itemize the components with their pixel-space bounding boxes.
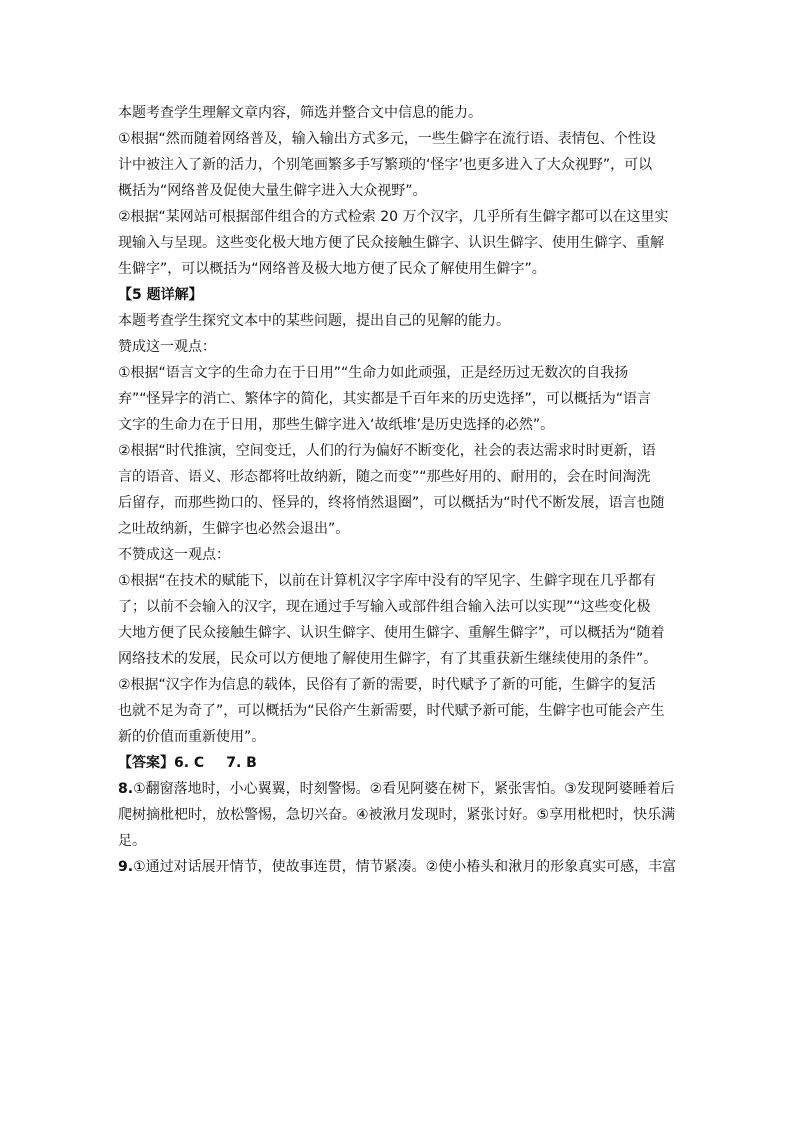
question-8-line-text: ①翻窗落地时，小心翼翼，时刻警惕。②看见阿婆在树下，紧张害怕。③发现阿婆睡着后 [133, 781, 675, 797]
text-line: 计中被注入了新的活力，个别笔画繁多手写繁琐的‘怪字’也更多进入了大众视野”，可以 [118, 157, 653, 173]
explanation-text [118, 100, 678, 750]
answer-line [118, 750, 678, 776]
document-page [118, 100, 678, 880]
question-8-line: 足。 [118, 833, 146, 849]
text-line: 本题考查学生探究文本中的某些问题，提出自己的见解的能力。 [118, 313, 510, 329]
text-line: 现输入与呈现。这些变化极大地方便了民众接触生僻字、认识生僻字、使用生僻字、重解 [118, 235, 664, 251]
text-line: 本题考查学生理解文章内容，筛选并整合文中信息的能力。 [118, 105, 482, 121]
text-line: ②根据“汉字作为信息的载体，民俗有了新的需要，时代赋予了新的可能，生僻字的复活 [118, 677, 656, 693]
text-line: 后留存，而那些拗口的、怪异的，终将悄然退圈”，可以概括为“时代不断发展，语言也随 [118, 495, 665, 511]
question-9 [118, 854, 678, 880]
text-line: 不赞成这一观点： [118, 547, 230, 563]
question-8-line [118, 776, 678, 802]
question-8 [118, 776, 678, 854]
text-line: ①根据“语言文字的生命力在于日用”“生命力如此顽强，正是经历过无数次的自我扬 [118, 365, 629, 381]
question-8-line: 爬树摘枇杷时，放松警惕，急切兴奋。④被湫月发现时，紧张讨好。⑤享用枇杷时，快乐满 [118, 807, 676, 823]
answer-item-7: 7. B [226, 755, 257, 771]
answer-prefix: 【答案】 [118, 755, 174, 771]
text-line: ②根据“某网站可根据部件组合的方式检索 20 万个汉字，几乎所有生僻字都可以在这里实 [118, 209, 669, 225]
text-line: 之吐故纳新，生僻字也必然会退出”。 [118, 521, 350, 537]
text-line: 网络技术的发展，民众可以方便地了解使用生僻字，有了其重获新生继续使用的条件”。 [118, 651, 658, 667]
text-line: 文字的生命力在于日用，那些生僻字进入‘故纸堆’是历史选择的必然”。 [118, 417, 555, 433]
text-line: 新的价值而重新使用”。 [118, 729, 266, 745]
question-9-line-text: ①通过对话展开情节，使故事连贯，情节紧凑。②使小椿头和湫月的形象真实可感，丰富 [133, 859, 677, 875]
question-9-number: 9. [118, 859, 134, 875]
text-line: 言的语音、语义、形态都将吐故纳新，随之而变”“那些好用的、耐用的，会在时间淘洗 [118, 469, 651, 485]
text-line: 赞成这一观点： [118, 339, 216, 355]
text-line: 生僻字”，可以概括为“网络普及极大地方便了民众了解使用生僻字”。 [118, 261, 546, 277]
text-line: ②根据“时代推演，空间变迁，人们的行为偏好不断变化，社会的表达需求时时更新，语 [118, 443, 656, 459]
text-line: 也就不足为奇了”，可以概括为“民俗产生新需要，时代赋予新可能，生僻字也可能会产生 [118, 703, 665, 719]
text-line: 概括为“网络普及促使大量生僻字进入大众视野”。 [118, 183, 427, 199]
text-line: 了；以前不会输入的汉字，现在通过手写输入或部件组合输入法可以实现”“这些变化极 [118, 599, 651, 615]
question-8-number: 8. [118, 781, 134, 797]
text-line: ①根据“在技术的赋能下，以前在计算机汉字字库中没有的罕见字、生僻字现在几乎都有 [118, 573, 656, 589]
text-line: 大地方便了民众接触生僻字、认识生僻字、使用生僻字、重解生僻字”，可以概括为“随着 [118, 625, 665, 641]
text-line: 弃”“怪异字的消亡、繁体字的简化，其实都是千百年来的历史选择”，可以概括为“语言 [118, 391, 652, 407]
text-line: ①根据“然而随着网络普及，输入输出方式多元，一些生僻字在流行语、表情包、个性设 [118, 131, 656, 147]
section-heading: 【5 题详解】 [118, 287, 203, 303]
answer-item-6: 6. C [174, 755, 205, 771]
question-9-line [118, 854, 678, 880]
